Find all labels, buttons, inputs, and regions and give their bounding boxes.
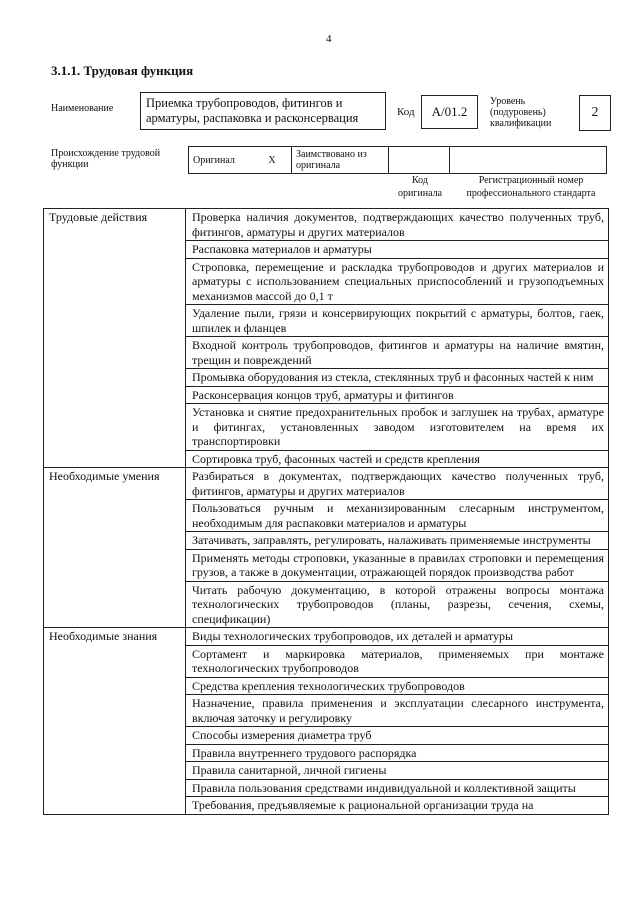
section-item-cell: Проверка наличия документов, подтверждающих качество полученных труб, фитингов, арматуры и других материалов <box>186 209 609 241</box>
section-title-cell: Необходимые знания <box>44 628 186 815</box>
code-origin-cell <box>389 147 450 174</box>
section-item-cell: Установка и снятие предохранительных пробок и заглушек на трубах, арматуре и фитингах, установленных заводом изготовителем на время их транспортировки <box>186 404 609 451</box>
table-row <box>44 468 609 500</box>
section-title-cell: Необходимые умения <box>44 468 186 628</box>
reg-number-caption: Регистрационный номер профессионального стандарта <box>466 175 596 199</box>
section-item-cell: Применять методы строповки, указанные в правилах строповки и перемещения грузов, а также в документации, отражающей порядок производства работ <box>186 549 609 581</box>
section-item-cell: Виды технологических трубопроводов, их деталей и арматуры <box>186 628 609 646</box>
reg-number-cell <box>450 147 607 174</box>
section-item-cell: Пользоваться ручным и механизированным слесарным инструментом, необходимым для распаковки материалов и арматуры <box>186 500 609 532</box>
section-item-cell: Сортировка труб, фасонных частей и средств крепления <box>186 450 609 468</box>
section-item-cell: Правила внутреннего трудового распорядка <box>186 744 609 762</box>
section-item-cell: Сортамент и маркировка материалов, применяемых при монтаже технологических трубопроводов <box>186 645 609 677</box>
level-label: Уровень (подуровень) квалификации <box>490 96 552 129</box>
section-item-cell: Способы измерения диаметра труб <box>186 727 609 745</box>
function-name-box: Приемка трубопроводов, фитингов и арматуры, распаковка и расконсервация <box>140 92 386 130</box>
code-value-box: A/01.2 <box>421 95 478 129</box>
section-item-cell: Расконсервация концов труб, арматуры и фитингов <box>186 386 609 404</box>
section-item-cell: Назначение, правила применения и эксплуатации слесарного инструмента, включая заточку и регулировку <box>186 695 609 727</box>
table-row <box>44 628 609 646</box>
origin-table <box>188 146 607 174</box>
original-label: Оригинал <box>189 147 254 174</box>
section-item-cell: Средства крепления технологических трубопроводов <box>186 677 609 695</box>
original-mark: X <box>253 147 292 174</box>
section-item-cell: Правила санитарной, личной гигиены <box>186 762 609 780</box>
page-number: 4 <box>326 33 332 45</box>
section-item-cell: Затачивать, заправлять, регулировать, налаживать применяемые инструменты <box>186 532 609 550</box>
name-label: Наименование <box>51 103 114 114</box>
section-item-cell: Входной контроль трубопроводов, фитингов и арматуры на наличие вмятин, трещин и повреждений <box>186 337 609 369</box>
section-title-cell: Трудовые действия <box>44 209 186 468</box>
section-item-cell: Правила пользования средствами индивидуальной и коллективной защиты <box>186 779 609 797</box>
borrowed-label: Заимствовано из оригинала <box>292 147 389 174</box>
section-item-cell: Разбираться в документах, подтверждающих качество полученных труб, фитингов, арматуры и других материалов <box>186 468 609 500</box>
level-value-box: 2 <box>579 95 611 131</box>
section-item-cell: Требования, предъявляемые к рациональной организации труда на <box>186 797 609 815</box>
section-item-cell: Удаление пыли, грязи и консервирующих покрытий с арматуры, болтов, гаек, шпилек и фланцев <box>186 305 609 337</box>
section-item-cell: Строповка, перемещение и раскладка трубопроводов и других материалов и арматуры с использованием специальных приспособлений и грузоподъемных механизмов массой до 0,1 т <box>186 258 609 305</box>
code-origin-caption: Код оригинала <box>397 175 443 199</box>
section-title: 3.1.1. Трудовая функция <box>51 63 194 78</box>
origin-label: Происхождение трудовой функции <box>51 148 161 170</box>
function-details-table <box>43 208 609 815</box>
section-item-cell: Распаковка материалов и арматуры <box>186 241 609 259</box>
table-row <box>44 209 609 241</box>
section-item-cell: Промывка оборудования из стекла, стеклянных труб и фасонных частей к ним <box>186 369 609 387</box>
section-item-cell: Читать рабочую документацию, в которой отражены вопросы монтажа технологических трубопроводов (планы, разрезы, сечения, схемы, спецификации) <box>186 581 609 628</box>
code-label: Код <box>397 106 415 118</box>
